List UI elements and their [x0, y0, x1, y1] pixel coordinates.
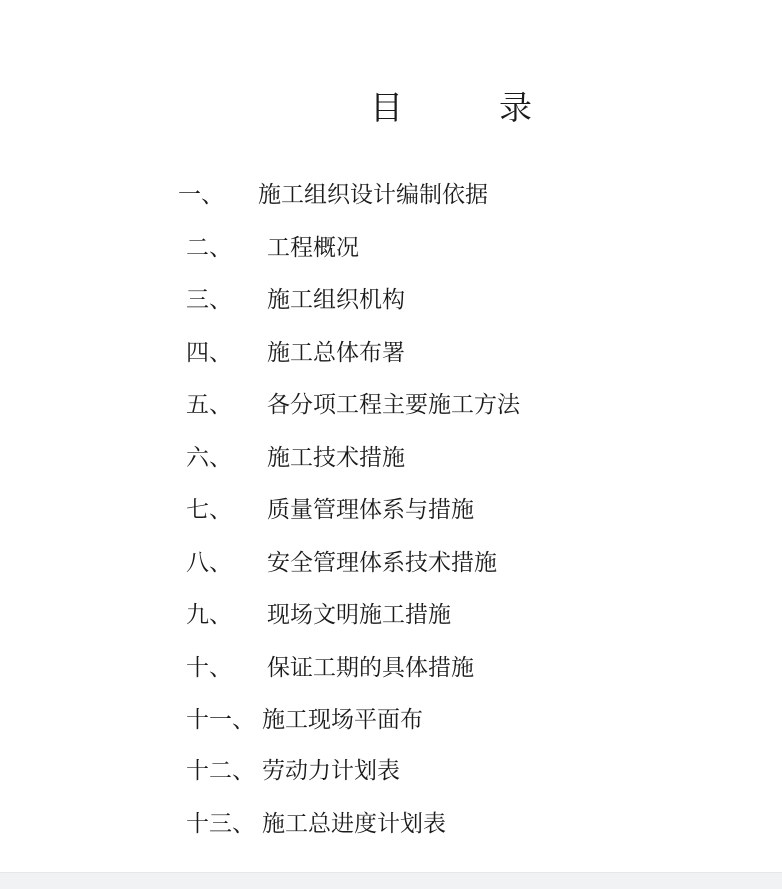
toc-item-13 — [186, 809, 446, 839]
toc-item-3 — [186, 285, 405, 315]
toc-item-number: 十一、 — [186, 707, 255, 733]
toc-item-label: 安全管理体系技术措施 — [267, 550, 497, 576]
toc-title-char-1: 目 — [370, 88, 403, 127]
toc-item-label: 现场文明施工措施 — [267, 602, 451, 628]
toc-item-number: 十二、 — [186, 758, 255, 784]
toc-item-8 — [186, 548, 497, 578]
toc-item-label: 各分项工程主要施工方法 — [267, 392, 520, 418]
toc-item-label: 工程概况 — [267, 235, 359, 261]
toc-item-label: 质量管理体系与措施 — [267, 497, 474, 523]
toc-item-label: 施工组织设计编制依据 — [258, 182, 488, 208]
toc-item-number: 八、 — [186, 550, 232, 576]
toc-item-5 — [186, 390, 520, 420]
toc-item-4 — [186, 338, 405, 368]
toc-item-label: 施工技术措施 — [267, 445, 405, 471]
viewer-bottom-bar — [0, 872, 782, 889]
toc-item-label: 施工组织机构 — [267, 287, 405, 313]
toc-item-label: 保证工期的具体措施 — [267, 655, 474, 681]
toc-title-char-2: 录 — [499, 88, 532, 127]
toc-item-10 — [186, 653, 474, 683]
toc-item-7 — [186, 495, 474, 525]
toc-item-number: 二、 — [186, 235, 232, 261]
toc-item-number: 六、 — [186, 445, 232, 471]
toc-item-number: 三、 — [186, 287, 232, 313]
toc-item-6 — [186, 443, 405, 473]
toc-item-number: 一、 — [178, 182, 224, 208]
toc-item-label: 施工总体布署 — [267, 340, 405, 366]
toc-item-number: 七、 — [186, 497, 232, 523]
toc-item-label: 施工现场平面布 — [262, 707, 423, 733]
toc-item-12 — [186, 756, 400, 786]
toc-item-number: 十三、 — [186, 811, 255, 837]
toc-item-1 — [178, 180, 488, 210]
toc-item-2 — [186, 233, 359, 263]
toc-item-9 — [186, 600, 451, 630]
toc-item-number: 五、 — [186, 392, 232, 418]
toc-item-number: 十、 — [186, 655, 232, 681]
toc-item-11 — [186, 705, 423, 735]
toc-item-number: 四、 — [186, 340, 232, 366]
toc-item-label: 劳动力计划表 — [262, 758, 400, 784]
toc-item-label: 施工总进度计划表 — [262, 811, 446, 837]
toc-title — [370, 86, 532, 130]
toc-item-number: 九、 — [186, 602, 232, 628]
